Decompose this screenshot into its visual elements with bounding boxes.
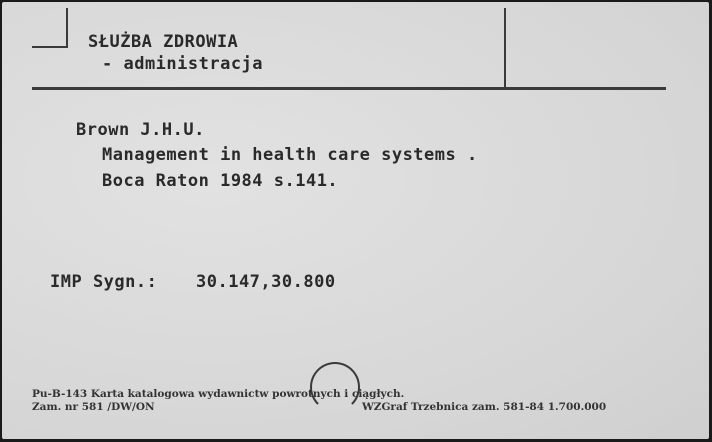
header-rule — [32, 87, 666, 90]
entry-title: Management in health care systems . — [102, 145, 478, 165]
subject-heading: SŁUŻBA ZDROWIA — [88, 32, 239, 52]
shelfmark-label: IMP Sygn.: — [50, 272, 158, 292]
footer-line-1: Pu-B-143 Karta katalogowa wydawnictw powrotnych i ciągłych. — [32, 388, 405, 400]
footer-line-2-left: Zam. nr 581 /DW/ON — [32, 401, 155, 413]
punch-hole — [310, 362, 360, 412]
shelfmark-value: 30.147,30.800 — [196, 272, 336, 292]
header-left-tick — [66, 8, 68, 48]
catalog-card — [2, 2, 709, 439]
entry-author: Brown J.H.U. — [76, 120, 205, 140]
entry-imprint: Boca Raton 1984 s.141. — [102, 171, 339, 191]
header-divider — [504, 8, 506, 88]
subject-subheading: - administracja — [102, 54, 264, 74]
footer-line-2-right: WZGraf Trzebnica zam. 581-84 1.700.000 — [362, 401, 607, 413]
header-left-underline — [32, 46, 68, 48]
